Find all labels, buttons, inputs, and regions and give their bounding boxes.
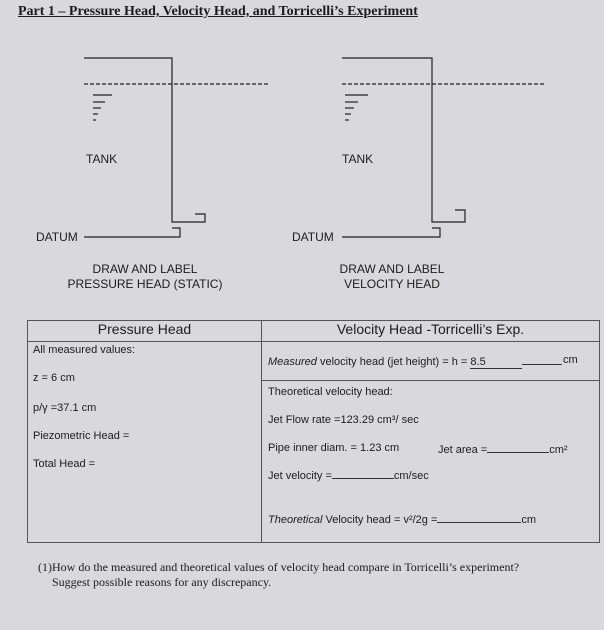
left-caption-line2: PRESSURE HEAD (STATIC) (67, 277, 223, 291)
jet-velocity-unit: cm/sec (393, 470, 429, 482)
results-table (27, 320, 600, 543)
jet-area-unit: cm² (549, 444, 568, 456)
question-1 (38, 560, 558, 590)
jet-flow-rate: Jet Flow rate =123.29 cm³/ sec (268, 414, 419, 426)
left-water-marks (93, 95, 112, 120)
pipe-inner-diam: Pipe inner diam. = 1.23 cm (268, 442, 400, 454)
z-value: z = 6 cm (33, 372, 75, 384)
theoretical-velocity-head (268, 512, 536, 526)
theoretical-blank[interactable] (437, 512, 521, 523)
theoretical-italic: Theoretical (268, 514, 323, 526)
right-caption-line1: DRAW AND LABEL (339, 262, 445, 276)
measured-italic: Measured (268, 356, 317, 368)
question-text: How do the measured and theoretical values of velocity head compare in Torricelli’s experiment? Suggest possible reasons for any discrepancy. (52, 560, 520, 589)
pressure-head-header: Pressure Head (28, 321, 262, 342)
all-measured-label: All measured values: (33, 344, 136, 356)
jet-velocity (268, 468, 429, 482)
left-caption (45, 262, 245, 292)
measured-blank[interactable] (522, 354, 562, 365)
row-separator (262, 380, 599, 381)
piezometric-head-label: Piezometric Head = (33, 430, 130, 442)
question-number: (1) (38, 560, 52, 574)
page-title: Part 1 – Pressure Head, Velocity Head, and Torricelli’s Experiment (18, 4, 418, 19)
left-tank-outline (84, 58, 195, 222)
right-water-marks (345, 95, 368, 120)
measured-value[interactable]: 8.5 (470, 356, 522, 369)
theoretical-unit: cm (521, 514, 537, 526)
p-gamma-value: p/γ =37.1 cm (33, 402, 97, 414)
tank-diagrams (0, 0, 604, 250)
right-datum-label: DATUM (292, 230, 334, 244)
theoretical-text: Velocity head = v²/2g = (322, 514, 438, 526)
measured-unit: cm (563, 354, 578, 366)
theoretical-label: Theoretical velocity head: (268, 386, 393, 398)
jet-velocity-label: Jet velocity = (268, 470, 332, 482)
right-caption (292, 262, 492, 292)
jet-area (438, 442, 568, 456)
pressure-head-cell (28, 342, 261, 542)
velocity-head-cell (262, 342, 599, 542)
left-outlet (84, 214, 205, 237)
right-outlet (342, 210, 465, 237)
right-tank-outline (342, 58, 455, 222)
measured-text: velocity head (jet height) = h = (316, 356, 471, 368)
left-tank-label: TANK (86, 152, 118, 166)
jet-area-blank[interactable] (487, 442, 549, 453)
total-head-label: Total Head = (33, 458, 96, 470)
velocity-head-header: Velocity Head -Torricelli’s Exp. (262, 321, 600, 342)
measured-velocity-head (268, 354, 590, 369)
right-caption-line2: VELOCITY HEAD (344, 277, 440, 291)
left-caption-line1: DRAW AND LABEL (92, 262, 198, 276)
jet-area-label: Jet area = (438, 444, 488, 456)
jet-velocity-blank[interactable] (332, 468, 394, 479)
left-datum-label: DATUM (36, 230, 78, 244)
right-tank-label: TANK (342, 152, 374, 166)
